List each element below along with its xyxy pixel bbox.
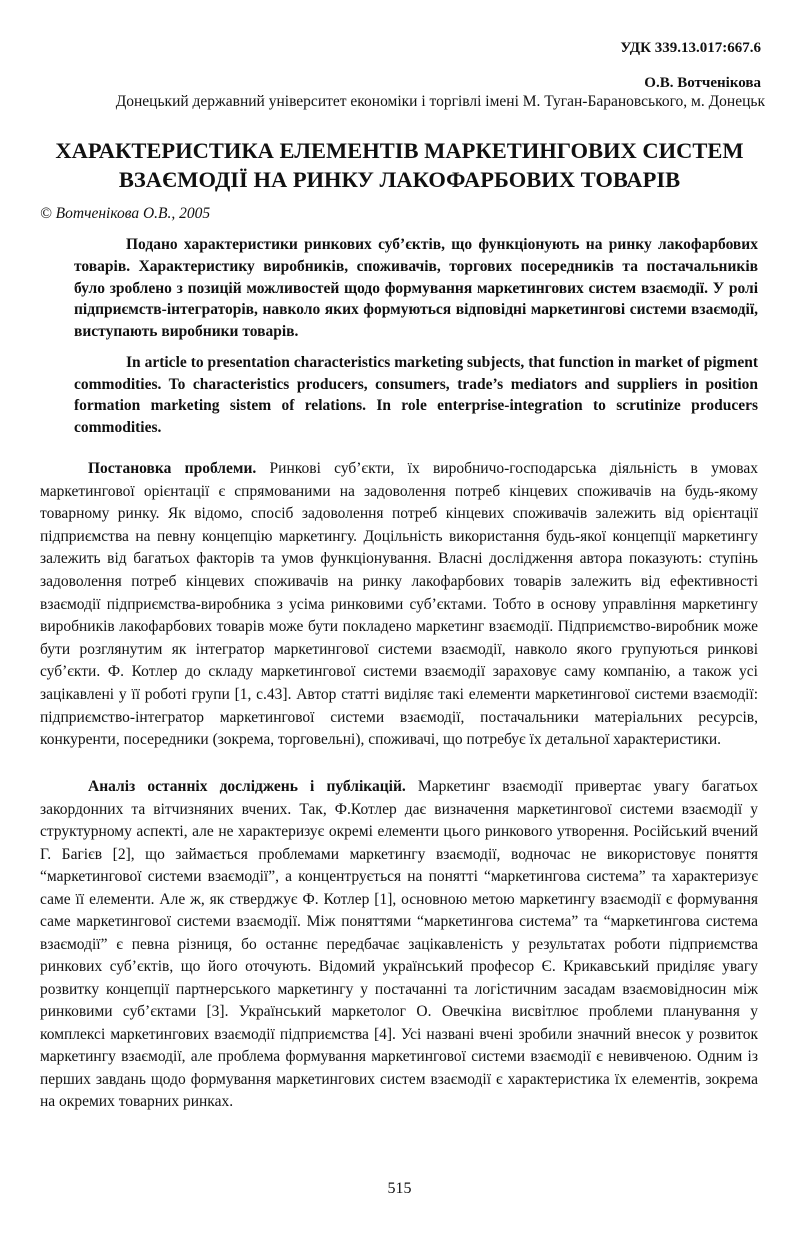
title-line-2: ВЗАЄМОДІЇ НА РИНКУ ЛАКОФАРБОВИХ ТОВАРІВ [118, 167, 681, 192]
page-number: 515 [387, 1180, 412, 1197]
section-heading: Аналіз останніх досліджень і публікацій. [88, 778, 406, 795]
section-literature-review [40, 776, 758, 1114]
article-title [40, 136, 759, 194]
section-body: Ринкові суб’єкти, їх виробничо-господарська діяльність в умовах маркетингової орієнтації є спрямованими на задоволення потреб кінцевих споживачів на будь-якому товарному ринку. Як відомо, спосіб задоволення потреб кінцевих споживачів залежить від орієнтації підприємства на певну концепцію маркетингу. Доцільність використання будь-якої концепції маркетингу залежить від багатьох факторів та умов функціонування. Власні дослідження автора показують: ступінь задоволення потреб кінцевих споживачів на ринку лакофарбових товарів залежить від ефективності взаємодії підприємства-виробника з усіма ринковими суб’єктами. Тобто в основу управління маркетингу виробників лакофарбових товарів може бути покладено маркетинг взаємодії. Підприємство-виробник може бути розглянутим як інтегратор маркетингової системи взаємодії, навколо якого групуються ринкові суб’єкти. Ф. Котлер до складу маркетингової системи взаємодії зараховує саму компанію, а також усі зацікавлені у її роботі групи [1, с.43]. Автор статті виділяє такі елементи маркетингової системи взаємодії: підприємство-інтегратор маркетингової системи взаємодії, постачальники матеріальних ресурсів, конкуренти, посередники (зокрема, торговельні), споживачі, що потребує їх детальної характеристики. [40, 460, 758, 749]
section-heading: Постановка проблеми. [88, 460, 257, 477]
abstract-english: In article to presentation characteristics marketing subjects, that function in market of pigment commodities. To characteristics producers, consumers, trade’s mediators and suppliers in position formation marketing sistem of relations. In role enterprise-integration to scrutinize producers commodities. [74, 354, 758, 436]
author-name: О.В. Вотченікова [644, 75, 761, 91]
udk-code: УДК 339.13.017:667.6 [620, 40, 761, 56]
section-body: Маркетинг взаємодії привертає увагу багатьох закордонних та вітчизняних вчених. Так, Ф.Котлер дає визначення маркетингової системи взаємодії у структурному аспекті, але не характеризує окремі елементи цього ринкового утворення. Російський вчений Г. Багієв [2], що займається проблемами маркетингу взаємодії, водночас не використовує поняття “маркетингової системи взаємодії”, а концентрується на понятті “маркетингова система” та характеризує саме її елементи. Але ж, як стверджує Ф. Котлер [1], основною метою маркетингу взаємодії є формування саме маркетингової системи взаємодії. Між поняттями “маркетингова система” та “маркетингова система взаємодії” є певна різниця, бо останнє передбачає зацікавленість у результатах роботи підприємства ринкових суб’єктів, що його оточують. Відомий український професор Є. Крикавський приділяє увагу розвитку концепції партнерського маркетингу у постачанні та логістичним засадам взаємовідносин між ринковими суб’єктами [3]. Український маркетолог О. Овечкіна висвітлює проблеми планування у комплексі маркетингових взаємодії підприємства [4]. Усі названі вчені зробили значний внесок у розвиток маркетингу взаємодії, але проблема формування маркетингової системи взаємодії є невивченою. Одним із перших завдань щодо формування маркетингових систем взаємодії є характеристика їх елементів, зокрема на окремих товарних ринках. [40, 778, 759, 1110]
affiliation: Донецький державний університет економіки і торгівлі імені М. Туган-Барановського, м. Донецьк [115, 93, 765, 110]
abstract-ukrainian: Подано характеристики ринкових суб’єктів, що функціонують на ринку лакофарбових товарів. Характеристику виробників, споживачів, торгових посередників та постачальників було зроблено з позицій можливостей щодо формування маркетингових систем взаємодії. У ролі підприємств-інтеграторів, навколо яких формуються відповідні маркетингові системи взаємодії, виступають виробники товарів. [74, 236, 758, 341]
copyright-notice: © Вотченікова О.В., 2005 [40, 205, 211, 222]
section-problem-statement [40, 458, 758, 752]
title-line-1: ХАРАКТЕРИСТИКА ЕЛЕМЕНТІВ МАРКЕТИНГОВИХ СИСТЕМ [55, 138, 744, 163]
